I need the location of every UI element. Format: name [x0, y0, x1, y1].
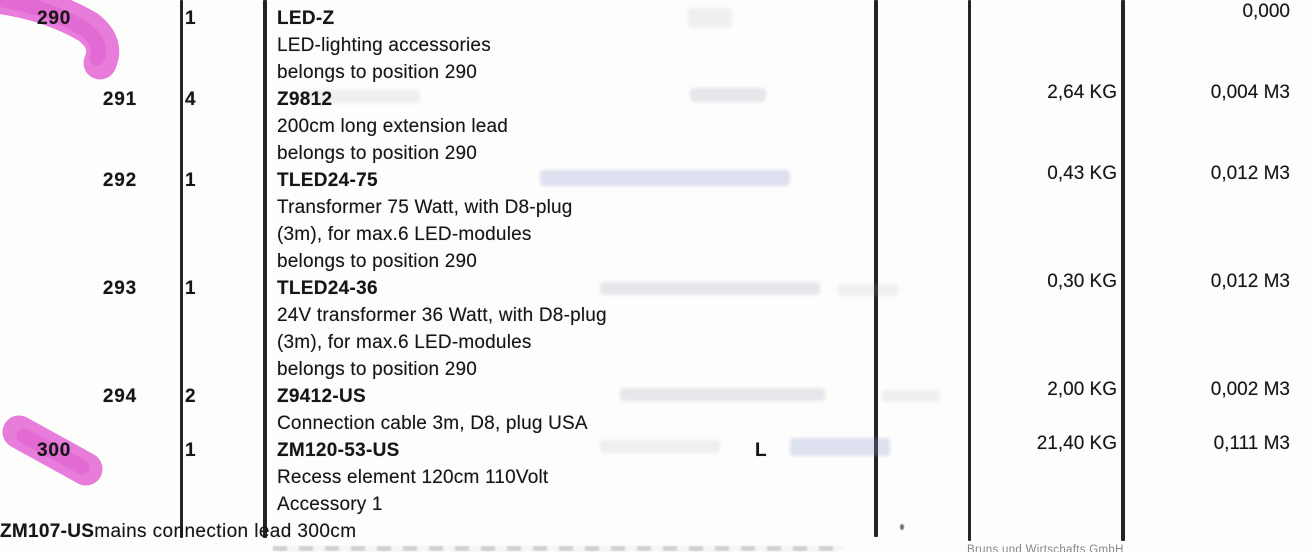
- column-rule-qty-description: [263, 0, 267, 538]
- product-code: ZM120-53-US: [277, 440, 400, 461]
- scan-smudge: [838, 284, 898, 296]
- scan-smudge: [540, 170, 790, 186]
- description-line: belongs to position 290: [277, 62, 478, 83]
- sub-product-code: ZM107-US: [0, 521, 95, 542]
- description-line: Accessory 1: [277, 494, 383, 515]
- position-number: 292: [102, 170, 137, 191]
- scan-smudge: [600, 282, 820, 295]
- position-number: 300: [37, 440, 72, 461]
- column-rule-weight-volume: [1121, 0, 1125, 541]
- position-number: 290: [37, 8, 72, 29]
- description-line: Transformer 75 Watt, with D8-plug: [277, 197, 573, 218]
- product-code: LED-Z: [277, 8, 335, 29]
- description-line: belongs to position 290: [277, 143, 478, 164]
- product-code-suffix: L: [755, 440, 767, 461]
- weight-value: 2,00 KG: [1047, 379, 1117, 400]
- position-number: 293: [102, 278, 137, 299]
- weight-value: 2,64 KG: [1047, 82, 1117, 103]
- description-line: (3m), for max.6 LED-modules: [277, 332, 532, 353]
- product-code: Z9812: [277, 89, 333, 110]
- position-number: 291: [102, 89, 137, 110]
- scan-smudge: [882, 390, 940, 402]
- volume-value: 0,111 M3: [1213, 433, 1290, 454]
- volume-value: 0,012 M3: [1210, 163, 1290, 184]
- description-line: (3m), for max.6 LED-modules: [277, 224, 532, 245]
- quantity: 2: [185, 386, 196, 407]
- quantity: 1: [185, 278, 196, 299]
- volume-value: 0,004 M3: [1210, 82, 1290, 103]
- volume-value: 0,012 M3: [1210, 271, 1290, 292]
- quantity: 1: [185, 8, 196, 29]
- scan-smudge: [600, 440, 720, 453]
- product-code: TLED24-36: [277, 278, 378, 299]
- description-line: Connection cable 3m, D8, plug USA: [277, 413, 588, 434]
- quantity: 1: [185, 170, 196, 191]
- scan-dot: [900, 524, 904, 530]
- description-line: belongs to position 290: [277, 251, 478, 272]
- quantity: 1: [185, 440, 196, 461]
- column-rule-position-qty: [180, 0, 183, 538]
- footer-company-text: Bruns und Wirtschafts GmbH: [967, 544, 1124, 552]
- quantity: 4: [185, 89, 196, 110]
- scan-smudge: [690, 88, 766, 102]
- product-code: Z9412-US: [277, 386, 366, 407]
- weight-value: 21,40 KG: [1036, 433, 1117, 454]
- description-line: 24V transformer 36 Watt, with D8-plug: [277, 305, 607, 326]
- weight-value: 0,30 KG: [1047, 271, 1117, 292]
- column-rule-description-end: [874, 0, 878, 537]
- scan-smudge: [620, 388, 825, 401]
- description-line: LED-lighting accessories: [277, 35, 491, 56]
- sub-product-note: mains connection lead 300cm: [94, 521, 357, 542]
- volume-value: 0,000: [1242, 1, 1290, 22]
- position-number: 294: [102, 386, 137, 407]
- cut-off-text-ghost: [273, 546, 843, 551]
- description-line: belongs to position 290: [277, 359, 478, 380]
- scan-smudge: [688, 8, 732, 28]
- volume-value: 0,002 M3: [1210, 379, 1290, 400]
- description-line: 200cm long extension lead: [277, 116, 509, 137]
- product-code: TLED24-75: [277, 170, 378, 191]
- description-line: Recess element 120cm 110Volt: [277, 467, 549, 488]
- weight-value: 0,43 KG: [1047, 163, 1117, 184]
